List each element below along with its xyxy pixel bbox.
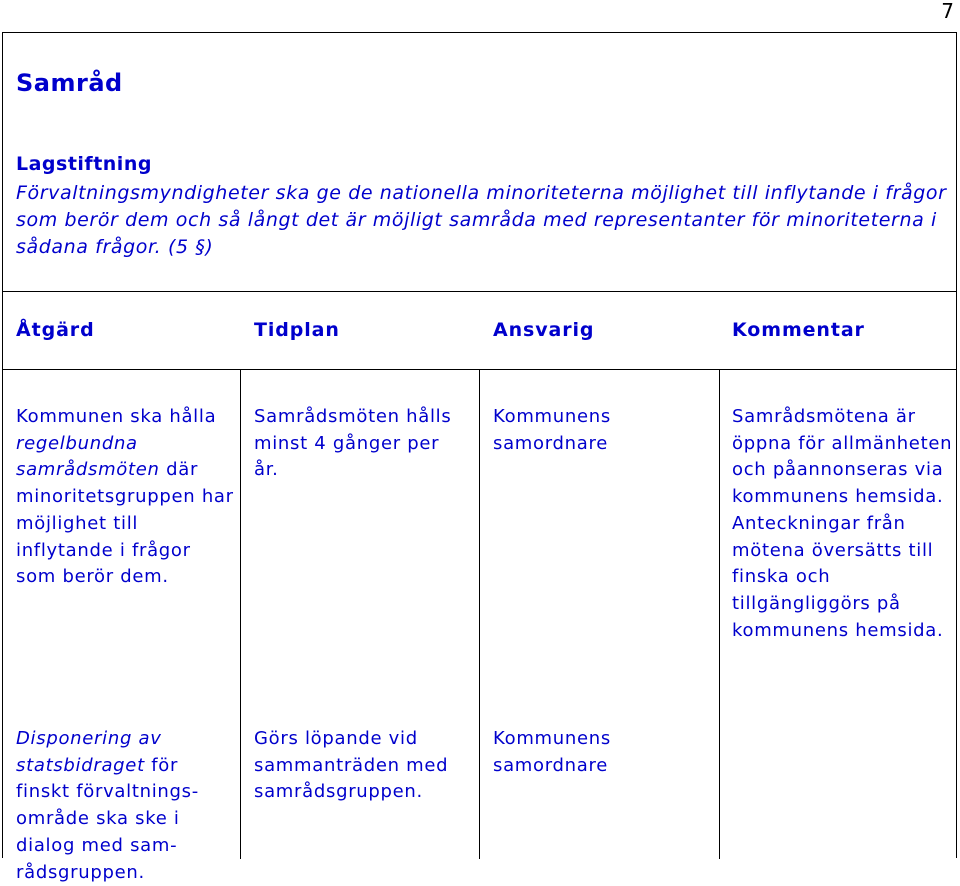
table-cell-tidplan-2: Görs löpande vid sammanträden med samrådsgruppen. — [254, 728, 449, 803]
column-divider — [719, 370, 720, 859]
column-header-tidplan: Tidplan — [254, 319, 340, 341]
cell-emphasis: Disponering av statsbidraget — [16, 728, 162, 776]
table-cell-kommentar-1: Samrådsmötena är öppna för allmänheten och påannonseras via kommunens hemsida. Anteckningar från mötena översätts till finska och tillgängliggörs på kommunens hemsida. — [732, 406, 953, 641]
table-cell-tidplan-1: Samrådsmöten hålls minst 4 gånger per år. — [254, 406, 452, 481]
column-divider — [479, 370, 480, 859]
page-number: 7 — [941, 0, 954, 23]
table-cell-ansvarig-2: Kommunens samordnare — [493, 728, 611, 776]
cell-emphasis: regelbundna samrådsmöten — [16, 432, 160, 481]
column-header-kommentar: Kommentar — [732, 319, 865, 341]
table-body — [3, 370, 956, 883]
law-heading: Lagstiftning — [16, 153, 152, 175]
section-header — [3, 33, 956, 292]
table-cell-atgard-2 — [16, 726, 234, 886]
column-divider — [240, 370, 241, 859]
table-cell-ansvarig-1: Kommunens samordnare — [493, 406, 611, 454]
table-cell-atgard-1 — [16, 404, 234, 591]
table-header-row — [3, 291, 956, 370]
law-text: Förvaltningsmyndigheter ska ge de nationella minoriteterna möjlighet till inflytande i frågor som berör dem och så långt det är möjligt samråda med representanter för minoriteterna i sådana frågor. (5 §) — [16, 182, 947, 258]
section-title: Samråd — [16, 69, 123, 97]
cell-text: för finskt förvaltnings-område ska ske i dialog med sam-rådsgruppen. — [16, 754, 199, 883]
cell-text: där minoritetsgruppen har möjlighet till inflytande i frågor som berör dem. — [16, 459, 234, 588]
document-frame — [2, 32, 957, 883]
cell-text: Kommunen ska hålla — [16, 406, 217, 427]
column-header-ansvarig: Ansvarig — [493, 319, 595, 341]
column-header-atgard: Åtgärd — [16, 319, 95, 341]
